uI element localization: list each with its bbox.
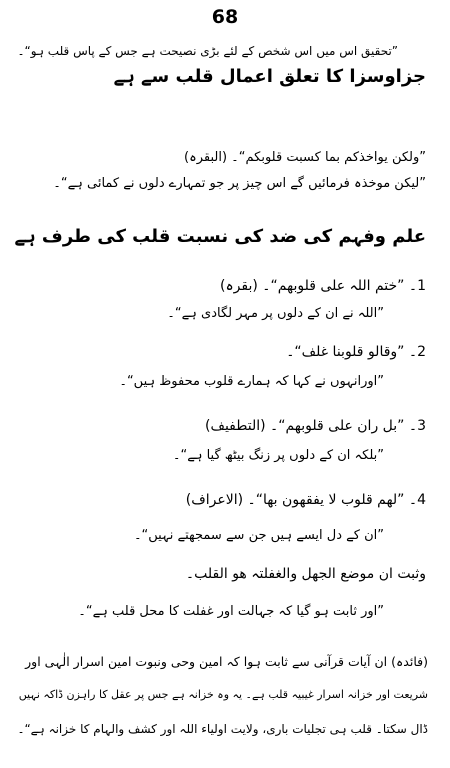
verse-translation: ”اللہ نے ان کے دلوں پر مہر لگادی ہے“۔ xyxy=(167,306,384,321)
section-heading: علم وفہم کی ضد کی نسبت قلب کی طرف ہے xyxy=(14,226,426,247)
paragraph-line: شریعت اور خزانہ اسرار غیبیہ قلب ہے۔ یہ وہ خزانہ ہے جس پر عقل کا راہزن ڈاکہ نہیں xyxy=(18,688,428,701)
verse-translation: ”بلکہ ان کے دلوں پر زنگ بیٹھ گیا ہے“۔ xyxy=(172,448,384,463)
section-heading: جزاوسزا کا تعلق اعمال قلب سے ہے xyxy=(113,66,426,87)
paragraph-line: ڈال سکتا۔ قلب ہی تجلیات باری، ولایت اولیاء اللہ اور کشف والہام کا خزانہ ہے“۔ xyxy=(17,722,428,736)
quran-verse: 1۔ ”ختم اللہ علی قلوبھم“۔ (بقرہ) xyxy=(220,278,426,294)
paragraph-line: (فائدہ) ان آیات قرآنی سے ثابت ہوا کہ امین وحی ونبوت امین اسرار الٰہی اور xyxy=(25,654,428,669)
quran-verse: 2۔ ”وقالو قلوبنا غلف“۔ xyxy=(286,344,426,360)
text-line: ”تحقیق اس میں اس شخص کے لئے بڑی نصیحت ہے جس کے پاس قلب ہو“۔ xyxy=(17,44,398,58)
verse-translation: ”ان کے دل ایسے ہیں جن سے سمجھتے نہیں“۔ xyxy=(133,528,384,543)
quran-verse: ”ولکن یواخذکم بما کسبت قلوبکم“۔ (البقرہ) xyxy=(184,150,426,165)
quran-verse: 3۔ ”بل ران علی قلوبھم“۔ (التطفیف) xyxy=(205,418,426,434)
arabic-sentence: وثبت ان موضع الجھل والغفلتہ ھو القلب۔ xyxy=(185,566,426,582)
verse-translation: ”لیکن موخذہ فرمائیں گے اس چیز پر جو تمہارے دلوں نے کمائی ہے“۔ xyxy=(53,176,426,191)
verse-translation: ”اورانہوں نے کہا کہ ہمارے قلوب محفوظ ہیں“۔ xyxy=(119,374,384,389)
page-number: 68 xyxy=(211,6,239,28)
sentence-translation: ”اور ثابت ہو گیا کہ جہالت اور غفلت کا محل قلب ہے“۔ xyxy=(78,604,384,619)
quran-verse: 4۔ ”لھم قلوب لا یفقھون بھا“۔ (الاعراف) xyxy=(185,492,426,508)
